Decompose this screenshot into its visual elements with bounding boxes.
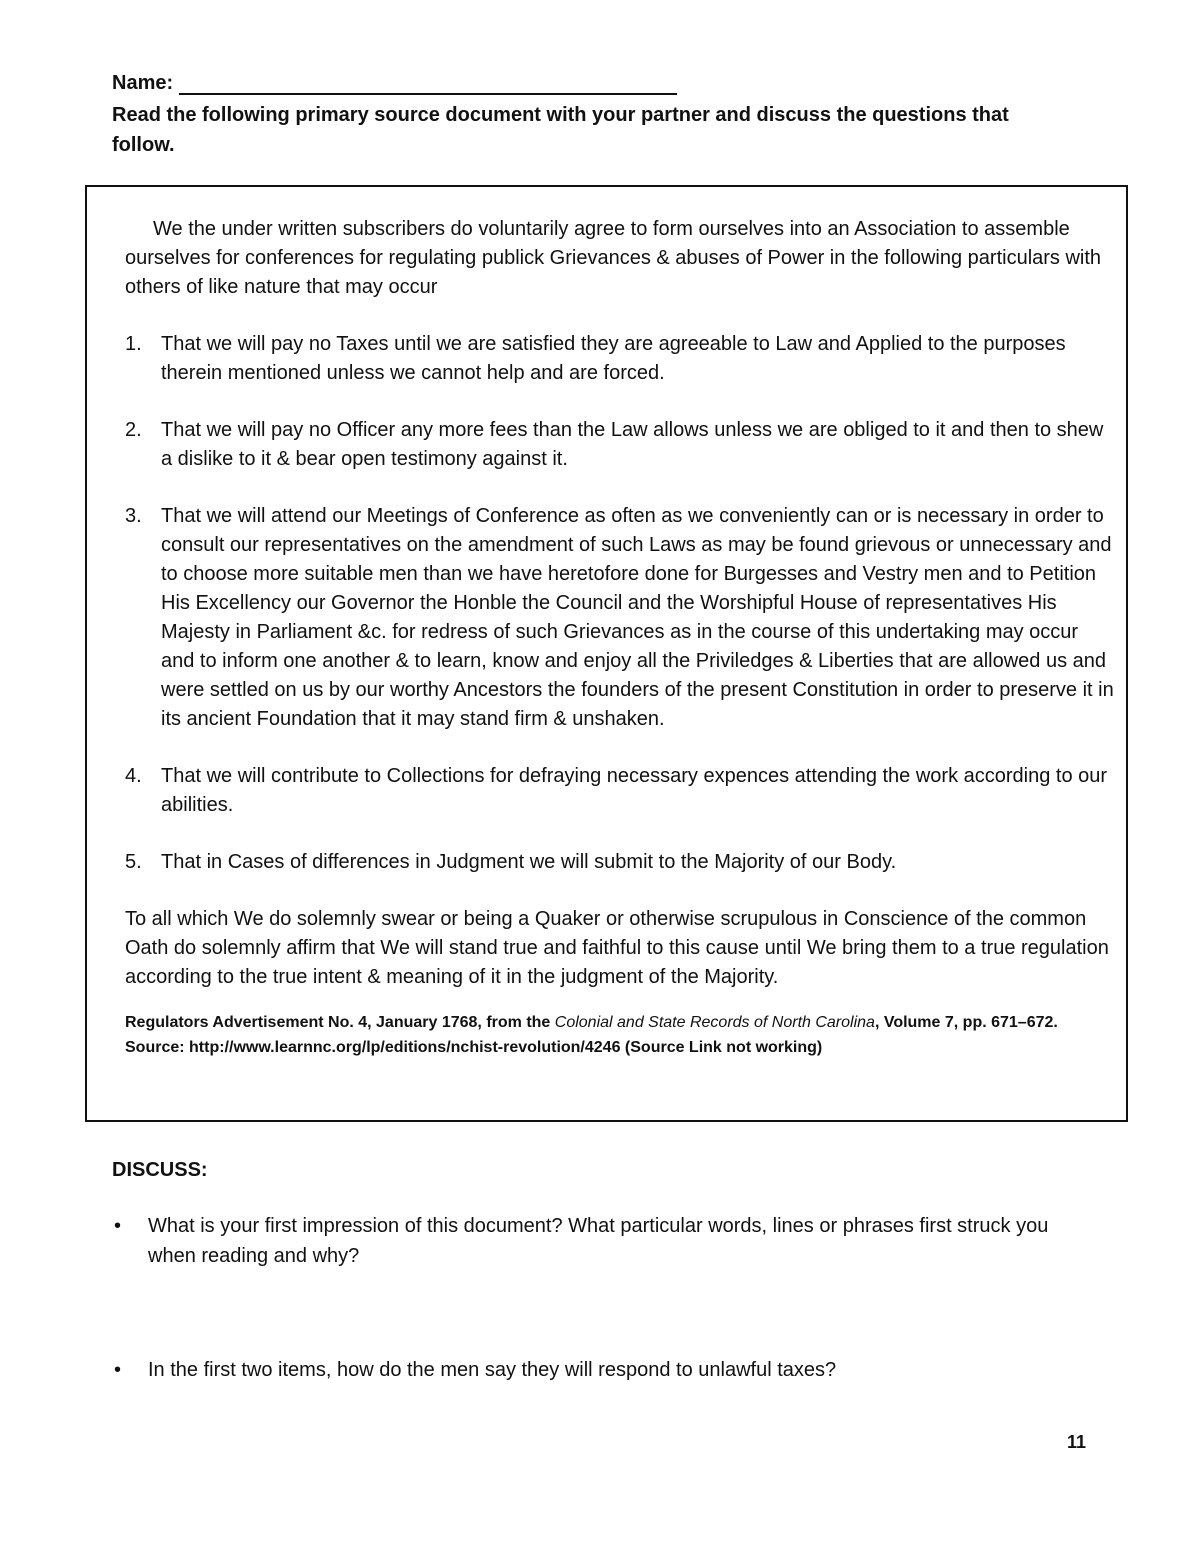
citation-title: Colonial and State Records of North Carolina — [554, 1014, 875, 1031]
list-item — [125, 502, 1115, 734]
item-text: That we will contribute to Collections for defraying necessary expences attending the work according to our abilities. — [161, 765, 1108, 816]
name-label: Name: — [112, 72, 174, 94]
item-number: 4. — [125, 765, 142, 787]
page-number: 11 — [1067, 1432, 1087, 1452]
item-number: 5. — [125, 851, 142, 873]
question-text: In the first two items, how do the men say they will respond to unlawful taxes? — [148, 1359, 837, 1381]
item-text: That we will pay no Taxes until we are satisfied they are agreeable to Law and Applied to the purposes therein mentioned unless we cannot help and are forced. — [161, 333, 1066, 384]
list-item — [125, 762, 1115, 820]
primary-source-text — [125, 215, 1115, 1060]
question-item — [112, 1211, 1072, 1355]
question-text: What is your first impression of this document? What particular words, lines or phrases first struck you when reading and why? — [148, 1215, 1049, 1267]
oath-paragraph: To all which We do solemnly swear or being a Quaker or otherwise scrupulous in Conscience of the common Oath do solemnly affirm that We will stand true and faithful to this cause until We bring them to a true regulation according to the true intent & meaning of it in the judgment of the Majority. — [125, 908, 1109, 988]
item-text: That we will attend our Meetings of Conference as often as we conveniently can or is necessary in order to consult our representatives on the amendment of such Laws as may be found grievous or unnecessary and to choose more suitable men than we have heretofore done for Burgesses and Vestry men and to Petition His Excellency our Governor the Honble the Council and the Worshipful House of representatives His Majesty in Parliament &c. for redress of such Grievances as in the course of this undertaking may occur and to inform one another & to learn, know and enjoy all the Priviledges & Liberties that are allowed us and were settled on us by our worthy Ancestors the founders of the present Constitution in order to preserve it in its ancient Foundation that it may stand firm & unshaken. — [161, 505, 1114, 730]
name-blank-field[interactable] — [179, 73, 677, 95]
list-item — [125, 416, 1115, 474]
citation-suffix: , Volume 7, pp. 671–672. Source: http://www.learnnc.org/lp/editions/nchist-revolution/4246 (Source Link not working) — [125, 1014, 1058, 1056]
discuss-heading: DISCUSS: — [112, 1159, 208, 1181]
bullet-icon: • — [114, 1359, 122, 1381]
grievance-list — [125, 330, 1115, 877]
item-number: 1. — [125, 333, 142, 355]
citation-prefix: Regulators Advertisement No. 4, January 1768, from the — [125, 1014, 555, 1031]
item-text: That in Cases of differences in Judgment we will submit to the Majority of our Body. — [161, 851, 897, 873]
bullet-icon: • — [114, 1215, 122, 1237]
document-intro: We the under written subscribers do voluntarily agree to form ourselves into an Association to assemble ourselves for conferences for regulating publick Grievances & abuses of Power in the following particulars with others of like nature that may occur — [125, 218, 1102, 298]
item-number: 2. — [125, 419, 142, 441]
primary-source-box — [85, 185, 1128, 1122]
source-citation — [125, 1010, 1110, 1060]
question-item — [112, 1355, 1072, 1385]
discussion-questions — [112, 1211, 1072, 1385]
list-item — [125, 848, 1115, 877]
item-text: That we will pay no Officer any more fees than the Law allows unless we are obliged to it and then to shew a dislike to it & bear open testimony against it. — [161, 419, 1104, 470]
item-number: 3. — [125, 505, 142, 527]
list-item — [125, 330, 1115, 388]
name-line — [112, 72, 677, 95]
instructions: Read the following primary source document with your partner and discuss the questions that follow. — [112, 104, 1009, 156]
